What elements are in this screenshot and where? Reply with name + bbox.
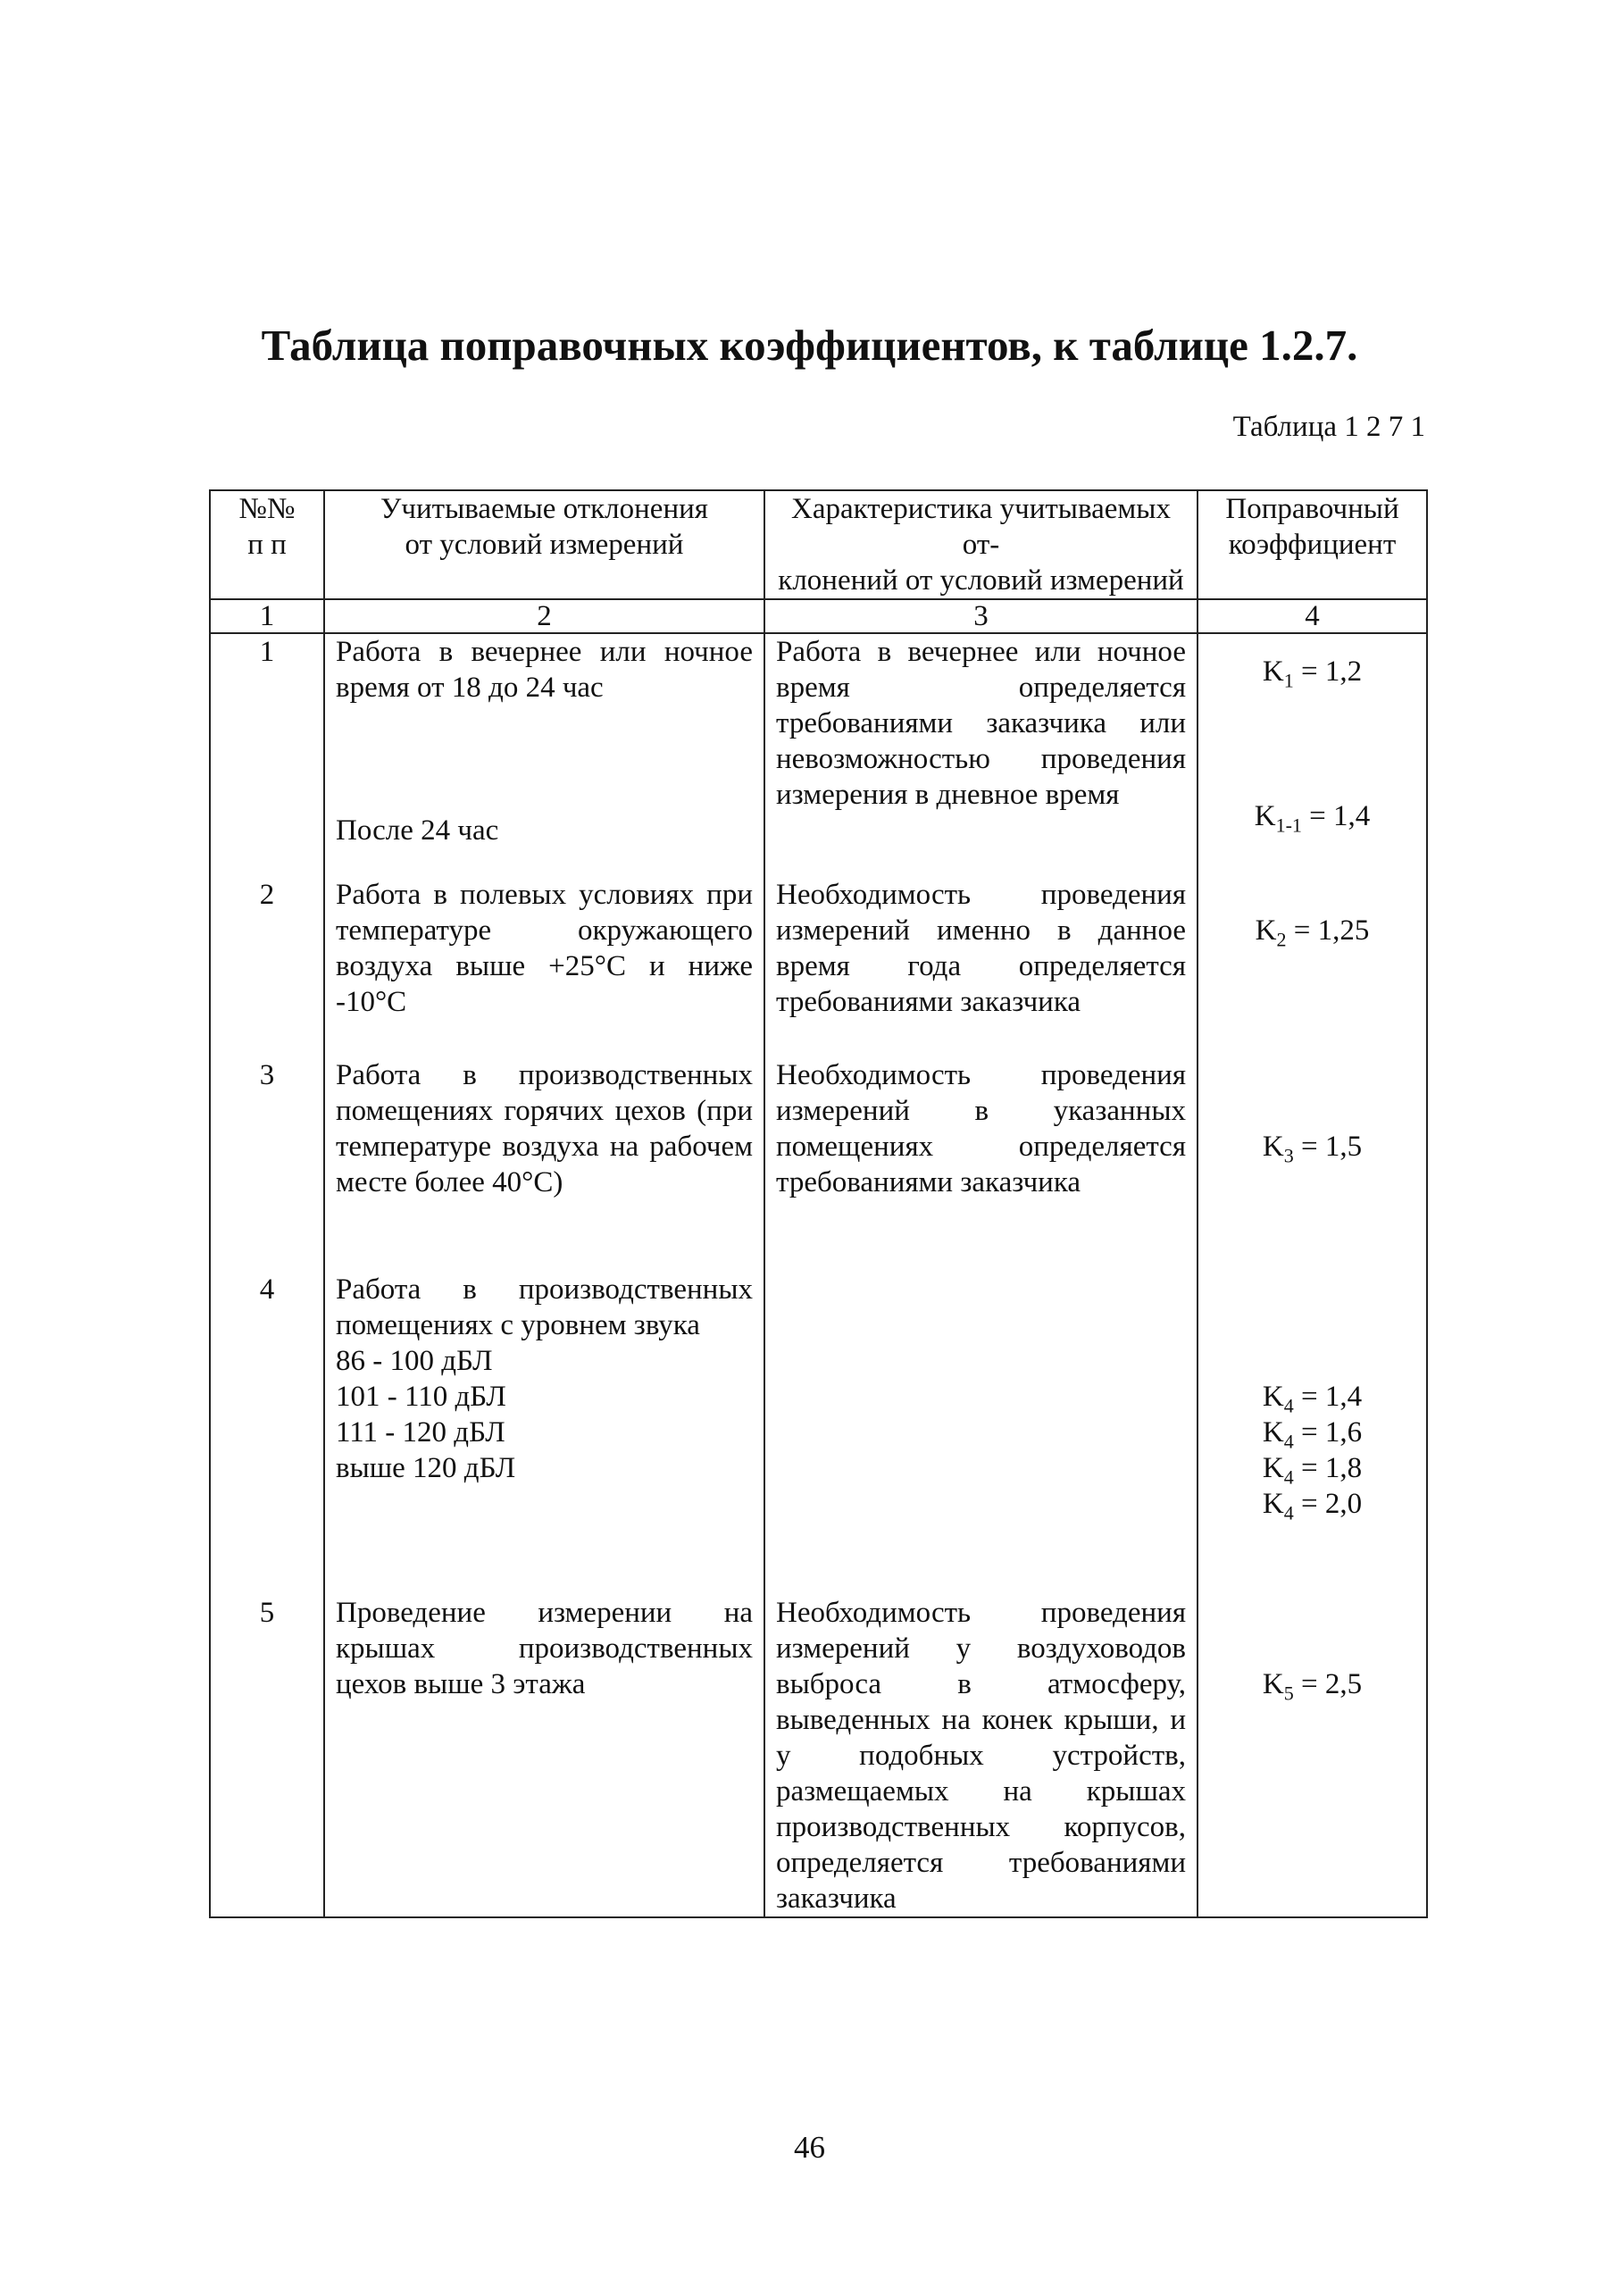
coefficient-value: $K_5 = 2,5$ bbox=[1262, 1668, 1363, 1705]
sound-level: 101 - 110 дБЛ bbox=[336, 1381, 506, 1413]
coefficient-value: $K_4 = 1,6$ bbox=[1262, 1416, 1363, 1453]
coefficient-value: $K_3 = 1,5$ bbox=[1262, 1131, 1363, 1167]
row-coefficient bbox=[1198, 1272, 1427, 1595]
column-number: 2 bbox=[324, 599, 764, 633]
header-num: №№ п п bbox=[210, 490, 324, 599]
row-number: 4 bbox=[210, 1272, 324, 1595]
row-characteristic: Необходимость проведения измерений у воздуховодов выброса в атмосферу, выведенных на конек крыши, и у подобных устройств, размещаемых на крышах производственных корпусов, определяется требованиями заказчика bbox=[764, 1595, 1198, 1917]
table-header-row bbox=[210, 490, 1427, 599]
sound-level: 111 - 120 дБЛ bbox=[336, 1416, 505, 1449]
table-row bbox=[210, 1595, 1427, 1917]
row-characteristic bbox=[764, 1272, 1198, 1595]
column-number: 4 bbox=[1198, 599, 1427, 633]
coefficient-value: $K_{1-1} = 1,4$ bbox=[1254, 800, 1371, 837]
row-characteristic: Необходимость проведения измерений именно в данное время года определяется требованиями заказчика bbox=[764, 877, 1198, 1057]
header-coefficient: Поправочный коэффициент bbox=[1198, 490, 1427, 599]
page-title: Таблица поправочных коэффициентов, к таблице 1.2.7. bbox=[261, 321, 1358, 370]
row-coefficient bbox=[1198, 877, 1427, 1057]
sound-level: выше 120 дБЛ bbox=[336, 1452, 516, 1484]
row-number: 2 bbox=[210, 877, 324, 1057]
row-coefficient bbox=[1198, 1057, 1427, 1272]
column-number: 1 bbox=[210, 599, 324, 633]
correction-factors-table bbox=[209, 489, 1428, 1918]
row-coefficient bbox=[1198, 633, 1427, 877]
page-number: 46 bbox=[794, 2130, 825, 2165]
row-coefficient bbox=[1198, 1595, 1427, 1917]
row-number: 3 bbox=[210, 1057, 324, 1272]
row-deviation-extra: После 24 час bbox=[336, 814, 499, 847]
header-deviation: Учитываемые отклонения от условий измерений bbox=[324, 490, 764, 599]
coefficient-value: $K_2 = 1,25$ bbox=[1255, 914, 1370, 951]
column-numbers-row bbox=[210, 599, 1427, 633]
row-deviation: Работа в вечернее или ночное время от 18 до 24 час После 24 час bbox=[324, 633, 764, 877]
header-characteristic: Характеристика учитываемых от- клонений от условий измерений bbox=[764, 490, 1198, 599]
row-number: 1 bbox=[210, 633, 324, 877]
column-number: 3 bbox=[764, 599, 1198, 633]
coefficient-value: $K_4 = 1,4$ bbox=[1262, 1381, 1363, 1417]
coefficient-value: $K_1 = 1,2$ bbox=[1262, 655, 1363, 692]
row-characteristic: Необходимость проведения измерений в указанных помещениях определяется требованиями заказчика bbox=[764, 1057, 1198, 1272]
row-characteristic: Работа в вечернее или ночное время определяется требованиями заказчика или невозможностью проведения измерения в дневное время bbox=[764, 633, 1198, 877]
row-deviation: Проведение измерении на крышах производственных цехов выше 3 этажа bbox=[324, 1595, 764, 1917]
table-row bbox=[210, 877, 1427, 1057]
table-row bbox=[210, 633, 1427, 877]
coefficient-value: $K_4 = 2,0$ bbox=[1262, 1488, 1363, 1524]
coefficient-value: $K_4 = 1,8$ bbox=[1262, 1452, 1363, 1489]
row-deviation: Работа в полевых условиях при температуре окружающего воздуха выше +25°С и ниже -10°С bbox=[324, 877, 764, 1057]
table-row bbox=[210, 1057, 1427, 1272]
table-row bbox=[210, 1272, 1427, 1595]
row-number: 5 bbox=[210, 1595, 324, 1917]
row-deviation: Работа в производственных помещениях с уровнем звука 86 - 100 дБЛ 101 - 110 дБЛ 111 - 120 дБЛ выше 120 дБЛ bbox=[324, 1272, 764, 1595]
sound-level: 86 - 100 дБЛ bbox=[336, 1345, 493, 1377]
table-label: Таблица 1 2 7 1 bbox=[1232, 411, 1425, 443]
row-deviation: Работа в производственных помещениях горячих цехов (при температуре воздуха на рабочем месте более 40°С) bbox=[324, 1057, 764, 1272]
